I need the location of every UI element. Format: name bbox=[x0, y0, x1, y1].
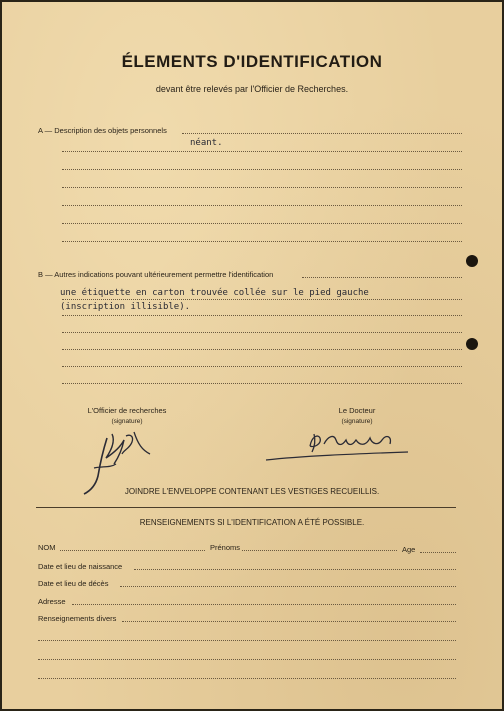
section-b-line-1 bbox=[62, 298, 462, 300]
divers-label: Renseignements divers bbox=[38, 614, 117, 623]
section-a-line-5 bbox=[62, 204, 462, 206]
prenoms-line bbox=[242, 549, 397, 551]
section-a-line-2 bbox=[62, 150, 462, 152]
age-label: Age bbox=[402, 545, 416, 554]
divers-line-3 bbox=[38, 658, 456, 660]
section-b-line-2 bbox=[62, 314, 462, 316]
form-title: ÉLEMENTS D'IDENTIFICATION bbox=[121, 52, 383, 71]
section-a-line-4 bbox=[62, 186, 462, 188]
divers-line-4 bbox=[38, 677, 456, 679]
section-divider bbox=[36, 507, 456, 508]
section-b-line-0 bbox=[302, 276, 462, 278]
section-b-line-3 bbox=[62, 331, 462, 333]
adresse-label: Adresse bbox=[38, 597, 66, 606]
doctor-title: Le Docteur bbox=[338, 406, 376, 415]
deces-label: Date et lieu de décès bbox=[38, 579, 109, 588]
divers-line-1 bbox=[122, 620, 456, 622]
officer-title: L'Officier de recherches bbox=[87, 406, 167, 415]
punch-hole-bottom bbox=[466, 338, 478, 350]
section-b-line-4 bbox=[62, 348, 462, 350]
prenoms-label: Prénoms bbox=[210, 543, 241, 552]
punch-hole-top bbox=[466, 255, 478, 267]
adresse-line bbox=[72, 603, 456, 605]
divers-line-2 bbox=[38, 639, 456, 641]
nom-line bbox=[60, 549, 205, 551]
naissance-line bbox=[134, 568, 456, 570]
form-subtitle: devant être relevés par l'Officier de Recherches. bbox=[155, 84, 349, 94]
section-b-line-5 bbox=[62, 365, 462, 367]
form-sheet bbox=[2, 2, 502, 709]
section-b-value-line-2: (inscription illisible). bbox=[60, 302, 191, 312]
instruction-text: JOINDRE L'ENVELOPPE CONTENANT LES VESTIGES RECUEILLIS. bbox=[124, 487, 380, 496]
section-a-line-6 bbox=[62, 222, 462, 224]
deces-line bbox=[120, 585, 456, 587]
section-b-label: B — Autres indications pouvant ultérieurement permettre l'identification bbox=[38, 270, 274, 279]
nom-label: NOM bbox=[38, 543, 56, 552]
identification-heading: RENSEIGNEMENTS SI L'IDENTIFICATION A ÉTÉ POSSIBLE. bbox=[139, 518, 365, 527]
doctor-signature bbox=[262, 426, 412, 464]
section-b-value-line-1: une étiquette en carton trouvée collée sur le pied gauche bbox=[60, 288, 369, 298]
section-a-value: néant. bbox=[190, 138, 223, 148]
doctor-signature-caption: (signature) bbox=[341, 418, 373, 425]
section-a-line-1 bbox=[182, 132, 462, 134]
section-a-line-7 bbox=[62, 240, 462, 242]
section-a-line-3 bbox=[62, 168, 462, 170]
section-a-label: A — Description des objets personnels bbox=[38, 126, 167, 135]
naissance-label: Date et lieu de naissance bbox=[38, 562, 123, 571]
age-line bbox=[420, 551, 456, 553]
officer-signature-caption: (signature) bbox=[111, 418, 143, 425]
section-b-line-6 bbox=[62, 382, 462, 384]
